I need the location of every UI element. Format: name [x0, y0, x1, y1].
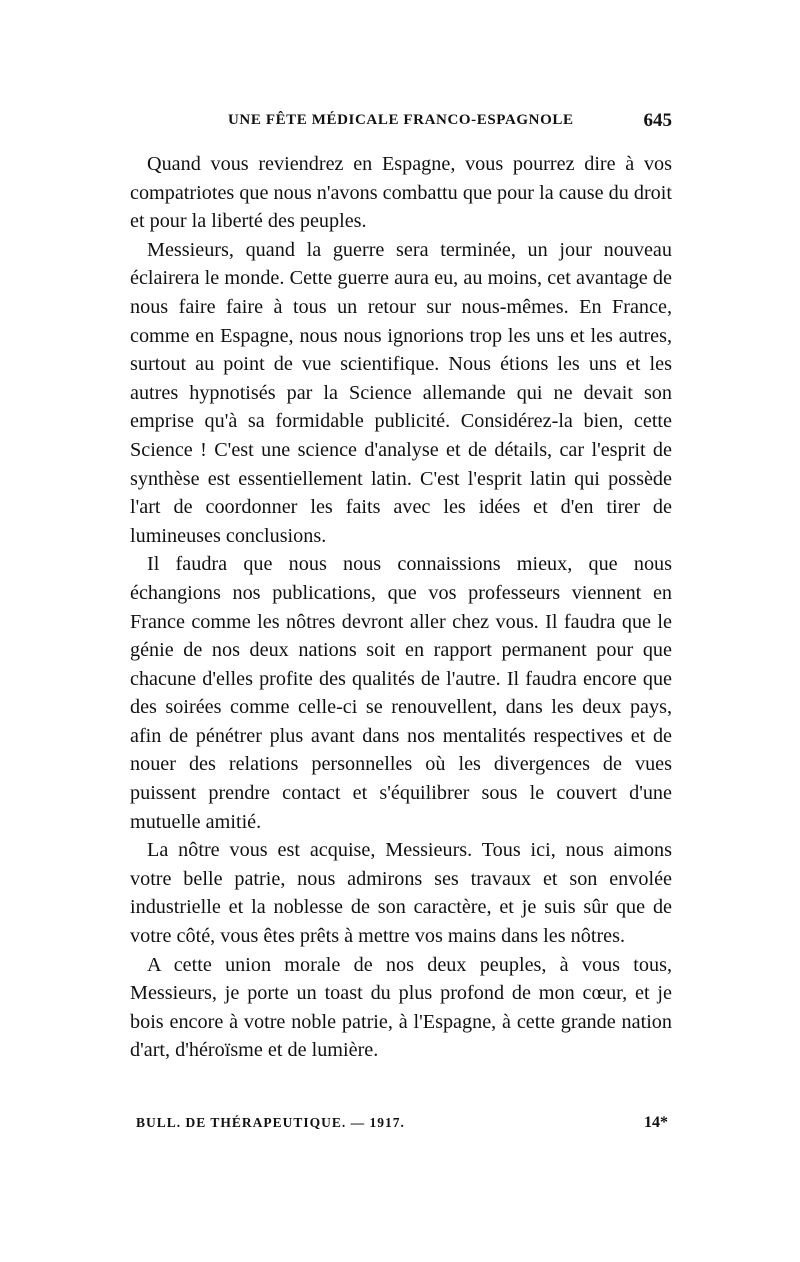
paragraph: A cette union morale de nos deux peuples, à vous tous, Messieurs, je porte un toast du plus profond de mon cœur, et je bois encore à votre noble patrie, à l'Espagne, à cette grande nation d'art, d'héroïsme et de lumière. — [130, 953, 672, 1062]
paragraph: Messieurs, quand la guerre sera terminée, un jour nouveau éclairera le monde. Cette guerre aura eu, au moins, cet avantage de nous faire faire à tous un retour sur nous-mêmes. En France, comme en Espagne, nous nous ignorions trop les uns et les autres, surtout au point de vue scientifique. Nous étions les uns et les autres hypnotisés par la Science allemande qui ne devait son emprise qu'à sa formidable publicité. Considérez-la bien, cette Science ! C'est une science d'analyse et de détails, car l'esprit de synthèse est essentiellement latin. C'est l'esprit latin qui possède l'art de coordonner les faits avec les idées et d'en tirer de lumineuses conclusions. — [130, 238, 672, 547]
running-title: UNE FÊTE MÉDICALE FRANCO-ESPAGNOLE — [228, 112, 574, 128]
paragraph: Quand vous reviendrez en Espagne, vous pourrez dire à vos compatriotes que nous n'avons combattu que pour la cause du droit et pour la liberté des peuples. — [130, 153, 672, 233]
paragraph: Il faudra que nous nous connaissions mieux, que nous échangions nos publications, que vos professeurs viennent en France comme les nôtres devront aller chez vous. Il faudra que le génie de nos deux nations soit en rapport permanent pour que chacune d'elles profite des qualités de l'autre. Il faudra encore que des soirées comme celle-ci se renouvellent, dans les deux pays, afin de pénétrer plus avant dans nos mentalités respectives et de nouer des relations personnelles où les divergences de vues puissent prendre contact et s'équilibrer sous le couvert d'une mutuelle amitié. — [130, 553, 672, 833]
body-text — [130, 150, 672, 1065]
page-footer — [136, 1115, 668, 1139]
page-header — [130, 112, 672, 138]
page-number: 645 — [643, 110, 672, 131]
footer-source: BULL. DE THÉRAPEUTIQUE. — 1917. — [136, 1115, 405, 1130]
signature-mark: 14* — [644, 1114, 668, 1131]
paragraph: La nôtre vous est acquise, Messieurs. Tous ici, nous aimons votre belle patrie, nous admirons ses travaux et son envolée industrielle et la noblesse de son caractère, et je suis sûr que de votre côté, vous êtes prêts à mettre vos mains dans les nôtres. — [130, 839, 672, 948]
